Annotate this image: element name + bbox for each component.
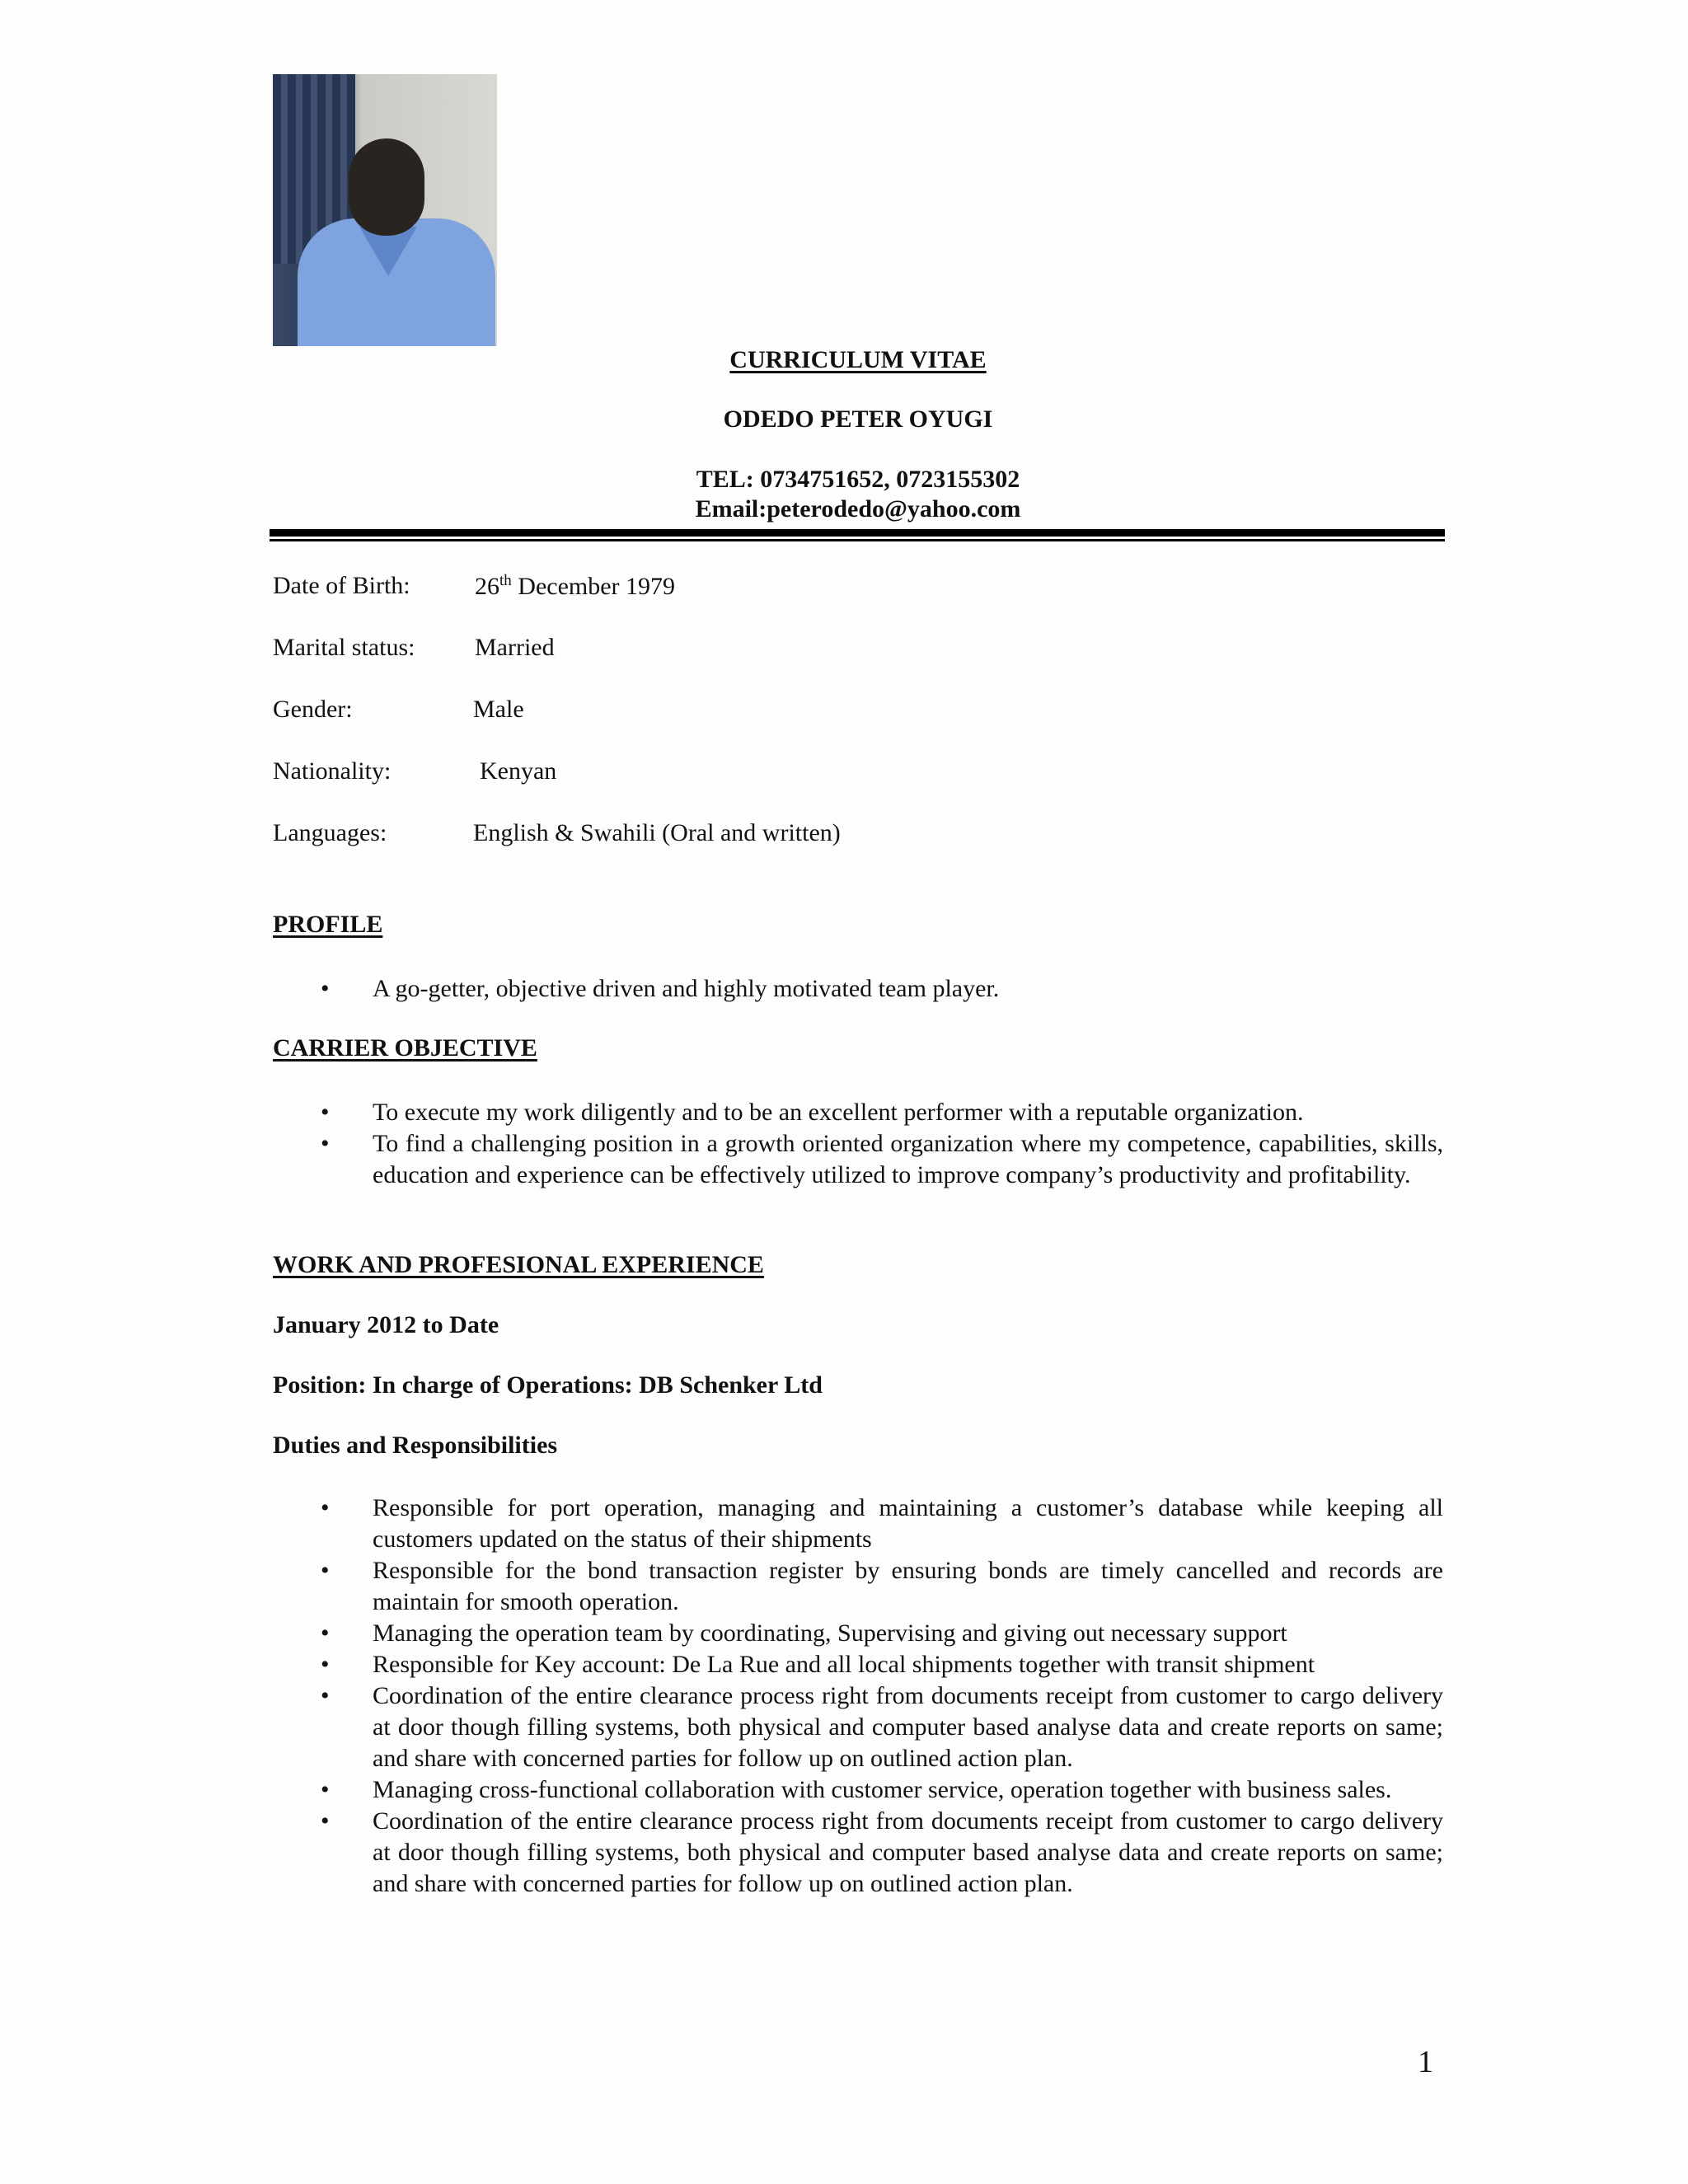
document-title: CURRICULUM VITAE [729, 346, 987, 373]
list-item: • Responsible for the bond transaction register by ensuring bonds are timely cancelled and records are maintain for smooth operation. [273, 1555, 1443, 1618]
objective-list [273, 1097, 1443, 1191]
list-item: • Managing the operation team by coordinating, Supervising and giving out necessary support [273, 1618, 1443, 1649]
gender-label: Gender: [273, 696, 353, 723]
languages-label: Languages: [273, 819, 387, 846]
telephone-line: TEL: 0734751652, 0723155302 [696, 466, 1020, 493]
header-divider-thin [270, 539, 1445, 541]
nationality-value: Kenyan [480, 757, 557, 785]
profile-list [273, 973, 1443, 1005]
profile-heading: PROFILE [273, 911, 383, 938]
experience-heading: WORK AND PROFESIONAL EXPERIENCE [273, 1251, 764, 1278]
list-item: • Responsible for Key account: De La Rue and all local shipments together with transit shipment [273, 1649, 1443, 1680]
applicant-name: ODEDO PETER OYUGI [723, 405, 993, 433]
header-divider-thick [270, 529, 1445, 537]
marital-value: Married [475, 634, 555, 661]
gender-value: Male [473, 696, 524, 723]
dob-value: 26th December 1979 [475, 572, 676, 600]
list-item: • Coordination of the entire clearance process right from documents receipt from customer to cargo delivery at door though filling systems, both physical and computer based analyse data and create reports on same; and share with concerned parties for follow up on outlined action plan. [273, 1806, 1443, 1900]
list-item: • Responsible for port operation, managing and maintaining a customer’s database while keeping all customers updated on the status of their shipments [273, 1493, 1443, 1555]
languages-value: English & Swahili (Oral and written) [473, 819, 841, 846]
email-line: Email:peterodedo@yahoo.com [695, 495, 1021, 523]
list-item: • Managing cross-functional collaboration with customer service, operation together with business sales. [273, 1774, 1443, 1806]
experience-period: January 2012 to Date [273, 1311, 499, 1338]
list-item: • A go-getter, objective driven and highly motivated team player. [273, 973, 1443, 1005]
list-item: • Coordination of the entire clearance process right from documents receipt from customer to cargo delivery at door though filling systems, both physical and computer based analyse data and create reports on same; and share with concerned parties for follow up on outlined action plan. [273, 1680, 1443, 1774]
dob-label: Date of Birth: [273, 572, 410, 599]
nationality-label: Nationality: [273, 757, 392, 785]
experience-position: Position: In charge of Operations: DB Schenker Ltd [273, 1371, 823, 1399]
marital-label: Marital status: [273, 634, 415, 661]
profile-photo [273, 74, 497, 346]
duties-list [273, 1493, 1443, 1900]
list-item: • To execute my work diligently and to be an excellent performer with a reputable organization. [273, 1097, 1443, 1128]
objective-heading: CARRIER OBJECTIVE [273, 1034, 537, 1062]
page-number: 1 [1418, 2045, 1433, 2079]
duties-heading: Duties and Responsibilities [273, 1432, 558, 1459]
list-item: • To find a challenging position in a growth oriented organization where my competence, capabilities, skills, education and experience can be effectively utilized to improve company’s productivity and profitability. [273, 1128, 1443, 1191]
